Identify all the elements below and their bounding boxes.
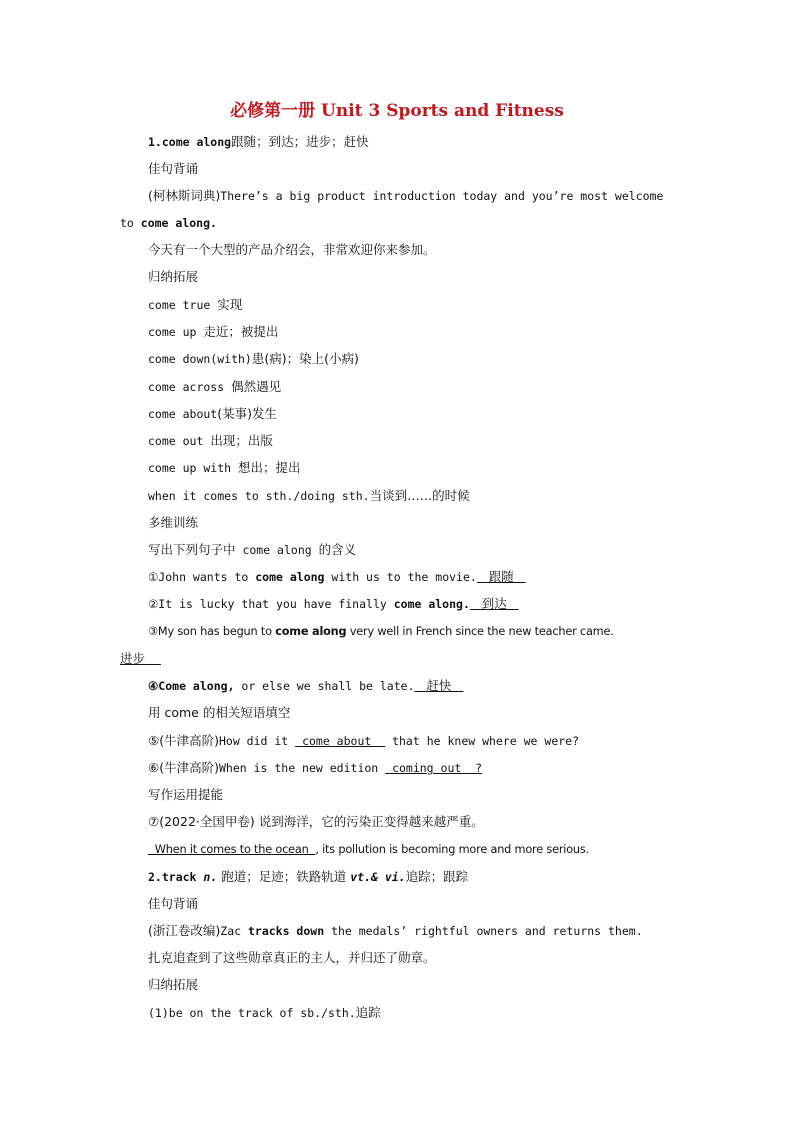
label-extend-2: 归纳拓展 [148,977,199,992]
phrase-item [148,379,281,395]
question-text: ②It is lucky that you have finally [148,597,394,611]
phrase-en: come out [148,434,211,448]
answer-blank: come about [295,734,386,748]
headword: 2.track [148,870,204,884]
entry-heading [148,134,369,150]
headword-meaning: 跑道；足迹；铁路轨道 [217,869,351,884]
answer-blank: 跟随 [476,569,526,584]
source-tag: ⑤(牛津高阶) [148,733,219,748]
headword-meaning: 跟随；到达；进步；赶快 [231,134,369,149]
phrase-en: come true [148,298,218,312]
question-text: ③My son has begun to [148,625,276,638]
question-4 [148,678,463,694]
instr-term: come along [235,543,319,557]
question-text: When is the new edition [218,761,386,775]
phrase-en: come up with [148,461,239,475]
phrase-en: (1)be on the track of sb./sth. [148,1006,356,1020]
example-text: the medals’ rightful owners and returns them. [324,924,643,938]
question-1 [148,569,526,585]
label-extend: 归纳拓展 [148,269,199,284]
example-translation-2: 扎克追查到了这些勋章真正的主人，并归还了勋章。 [148,950,436,965]
question-text: How did it [218,734,296,748]
example-line-2 [148,923,643,939]
extend-item-1 [148,1005,381,1021]
phrase-cn: (某事)发生 [217,406,278,421]
question-6 [148,760,482,776]
phrase-item [148,460,301,476]
question-3 [148,624,614,640]
example-translation: 今天有一个大型的产品介绍会，非常欢迎你来参加。 [148,242,436,257]
phrase-cn: 实现 [217,297,243,312]
phrase-item [148,351,359,367]
answer-blank: coming out ? [385,761,483,775]
drill-instruction [148,542,356,558]
phrase-en: come up [148,325,204,339]
label-drill: 多维训练 [148,515,199,530]
phrase-en: come across [148,380,232,394]
example-line-cont [120,215,217,231]
phrase-cn: 出现；出版 [210,433,273,448]
phrase-cn: 走近；被提出 [203,324,279,339]
question-text: very well in French since the new teacher came. [346,625,614,638]
phrase-cn: 偶然遇见 [231,379,282,394]
keyword: ④Come along, [148,679,235,693]
example-text: to [120,216,141,230]
example-line [148,188,663,204]
phrase-item [148,324,278,340]
label-sentence: 佳句背诵 [148,161,199,176]
phrase-en: when it comes to sth./doing sth. [148,489,370,503]
part-of-speech: n. [203,870,218,884]
phrase-en: come about [148,407,218,421]
question-7: ⑦(2022·全国甲卷) 说到海洋，它的污染正变得越来越严重。 [148,814,484,829]
page-title: 必修第一册 Unit 3 Sports and Fitness [230,101,564,121]
source-tag: (柯林斯词典) [148,188,221,203]
question-text: with us to the movie. [324,570,477,584]
headword: 1.come along [148,135,232,149]
source-tag: (浙江卷改编) [148,923,221,938]
headword-meaning: 追踪；跟踪 [405,869,469,884]
instr-text: 的含义 [318,542,357,557]
phrase-cn: 追踪 [355,1005,381,1020]
keyword: come along [255,570,325,584]
question-text: or else we shall be late. [234,679,415,693]
phrase-cn: 患(病)；染上(小病) [251,351,359,366]
answer-blank: 进步 [120,651,161,666]
phrase-item [148,297,242,313]
answer-blank: 赶快 [414,678,464,693]
source-tag: ⑥(牛津高阶) [148,760,219,775]
keyword: come along [275,625,347,638]
keyword: come along. [393,597,470,611]
answer-blank: When it comes to the ocean [148,843,316,856]
question-5 [148,733,579,749]
part-of-speech: vt.& vi. [350,870,406,884]
instr-text: 写出下列句子中 [148,542,236,557]
question-text: that he knew where we were? [385,734,580,748]
answer-text: , its pollution is becoming more and more serious. [315,843,589,856]
phrase-cn: 当谈到……的时候 [369,488,470,503]
phrase-en: come down(with) [148,352,252,366]
question-text: ①John wants to [148,570,256,584]
example-text: There’s a big product introduction today and you’re most welcome [220,189,664,203]
phrase-item [148,488,470,504]
question-3-answer [120,651,161,667]
question-7-answer [148,842,589,858]
keyword: tracks down [247,924,325,938]
keyword: come along. [140,216,217,230]
example-text: Zac [220,924,248,938]
entry-heading-2 [148,869,468,885]
phrase-item [148,433,273,449]
fill-instruction: 用 come 的相关短语填空 [148,705,291,720]
label-sentence-2: 佳句背诵 [148,896,199,911]
question-2 [148,596,519,612]
answer-blank: 到达 [469,596,519,611]
phrase-cn: 想出；提出 [238,460,301,475]
label-writing: 写作运用提能 [148,787,224,802]
phrase-item [148,406,277,422]
